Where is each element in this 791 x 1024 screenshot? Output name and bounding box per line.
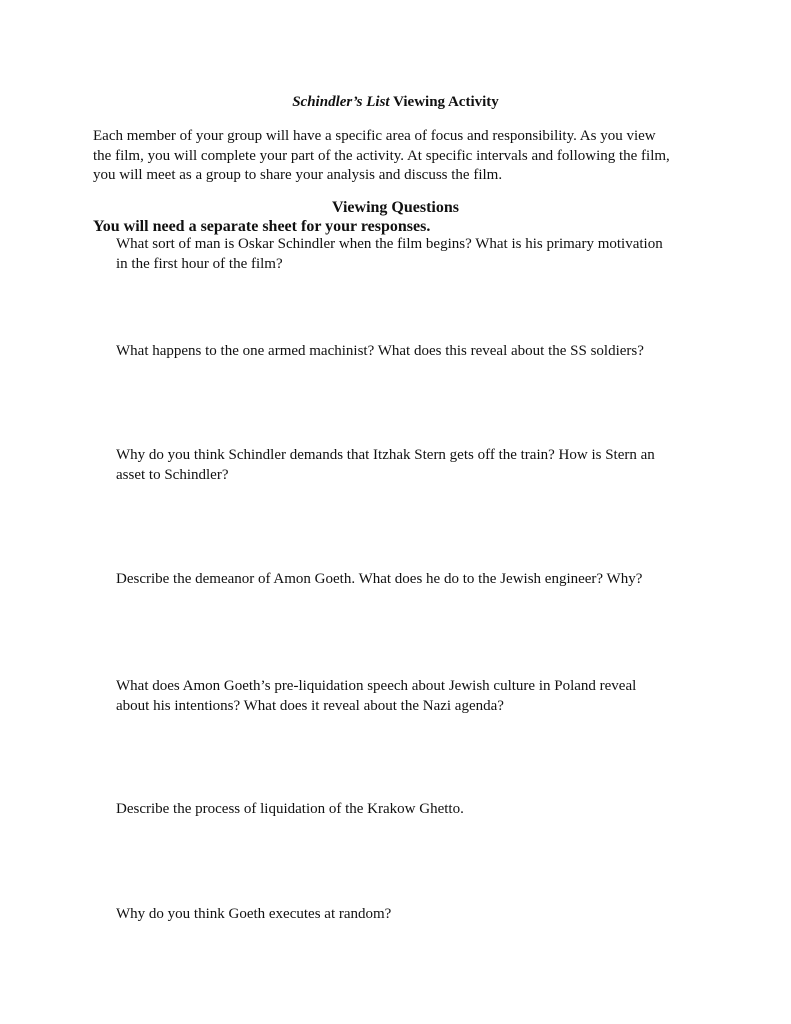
section-heading: Viewing Questions (332, 199, 459, 216)
question-line: in the first hour of the film? (116, 255, 283, 272)
question-line: What does Amon Goeth’s pre-liquidation speech about Jewish culture in Poland reveal (116, 678, 637, 694)
intro-line: you will meet as a group to share your analysis and discuss the film. (93, 167, 503, 183)
title-suffix: Viewing Activity (389, 94, 499, 110)
question-line: about his intentions? What does it reveal about the Nazi agenda? (116, 697, 504, 714)
question-line: What happens to the one armed machinist? What does this reveal about the SS soldiers? (116, 343, 644, 359)
question-1 (116, 235, 706, 274)
intro-paragraph (93, 127, 713, 186)
question-line: Why do you think Goeth executes at random? (116, 906, 392, 922)
title-film-name: Schindler’s List (292, 94, 390, 110)
question-line: Describe the demeanor of Amon Goeth. What does he do to the Jewish engineer? Why? (116, 571, 643, 587)
question-5 (116, 677, 706, 716)
question-3 (116, 446, 706, 485)
intro-line: the film, you will complete your part of the activity. At specific intervals and following the film, (93, 147, 670, 164)
question-line: What sort of man is Oskar Schindler when the film begins? What is his primary motivation (116, 236, 663, 252)
document-title (0, 92, 791, 112)
question-line: Why do you think Schindler demands that Itzhak Stern gets off the train? How is Stern an (116, 447, 655, 463)
question-4 (116, 570, 706, 590)
intro-line: Each member of your group will have a specific area of focus and responsibility. As you view (93, 128, 656, 144)
question-line: Describe the process of liquidation of the Krakow Ghetto. (116, 801, 464, 817)
instruction-text: You will need a separate sheet for your responses. (93, 218, 431, 235)
question-line: asset to Schindler? (116, 466, 229, 483)
question-2 (116, 342, 706, 362)
question-6 (116, 800, 706, 820)
question-7 (116, 905, 706, 925)
